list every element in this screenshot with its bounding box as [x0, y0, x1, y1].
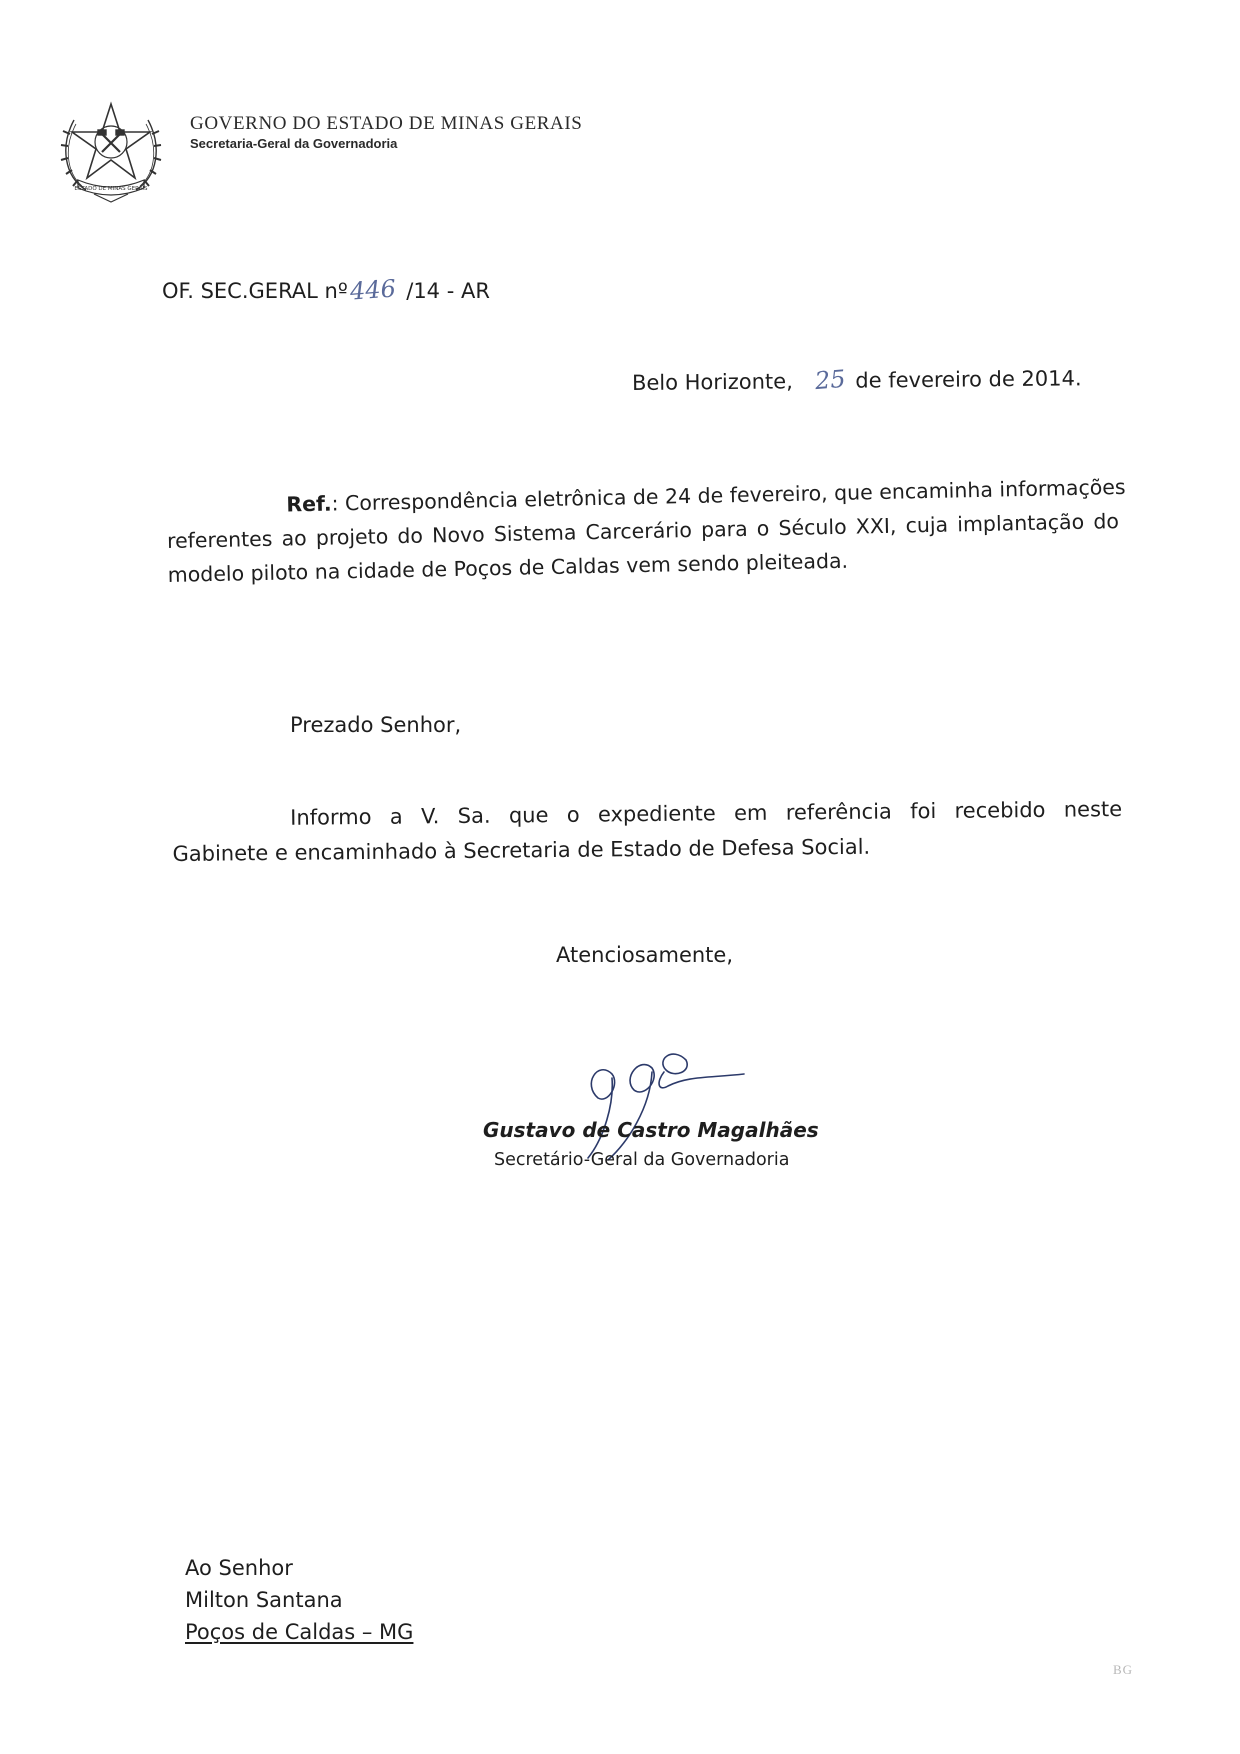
letter-number [162, 276, 490, 304]
letterhead [190, 113, 582, 151]
coat-of-arms-seal [56, 94, 166, 206]
letter-number-suffix: /14 - AR [399, 279, 490, 303]
reference-paragraph [166, 470, 1126, 592]
salutation: Prezado Senhor, [290, 713, 462, 737]
handwritten-day: 25 [813, 364, 847, 396]
body-line: Informo a V. Sa. que o expediente em referência foi recebido neste [290, 797, 1123, 830]
date-line [632, 363, 1082, 396]
handwritten-number: 446 [348, 274, 397, 306]
date-place: Belo Horizonte, [631, 369, 793, 395]
seal-text: ESTADO DE MINAS GERAIS [74, 186, 148, 192]
signer-role: Secretário-Geral da Governadoria [494, 1150, 790, 1170]
reference-line: Ref.: Correspondência eletrônica de 24 de fevereiro, que encaminha informações [286, 474, 1126, 517]
date-rest: de fevereiro de 2014. [855, 366, 1082, 393]
letterhead-title: GOVERNO DO ESTADO DE MINAS GERAIS [190, 113, 583, 134]
signer-name: Gustavo de Castro Magalhães [483, 1118, 819, 1142]
letter-number-prefix: OF. SEC.GERAL nº [162, 279, 348, 303]
closing: Atenciosamente, [556, 943, 734, 967]
recipient-line: Ao Senhor [185, 1556, 293, 1580]
reference-line: referentes ao projeto do Novo Sistema Carcerário para o Século XXI, cuja implantação do [166, 509, 1120, 553]
letterhead-subtitle: Secretaria-Geral da Governadoria [190, 136, 398, 151]
reference-label: Ref. [286, 491, 332, 517]
body-paragraph [172, 792, 1123, 872]
recipient-name: Milton Santana [185, 1588, 343, 1612]
reference-line: modelo piloto na cidade de Poços de Caldas vem sendo pleiteada. [167, 548, 849, 587]
typist-initials: BG [1113, 1662, 1134, 1677]
recipient-block [185, 1552, 413, 1648]
body-line: Gabinete e encaminhado à Secretaria de Estado de Defesa Social. [172, 834, 871, 866]
recipient-city: Poços de Caldas – MG [185, 1620, 414, 1644]
